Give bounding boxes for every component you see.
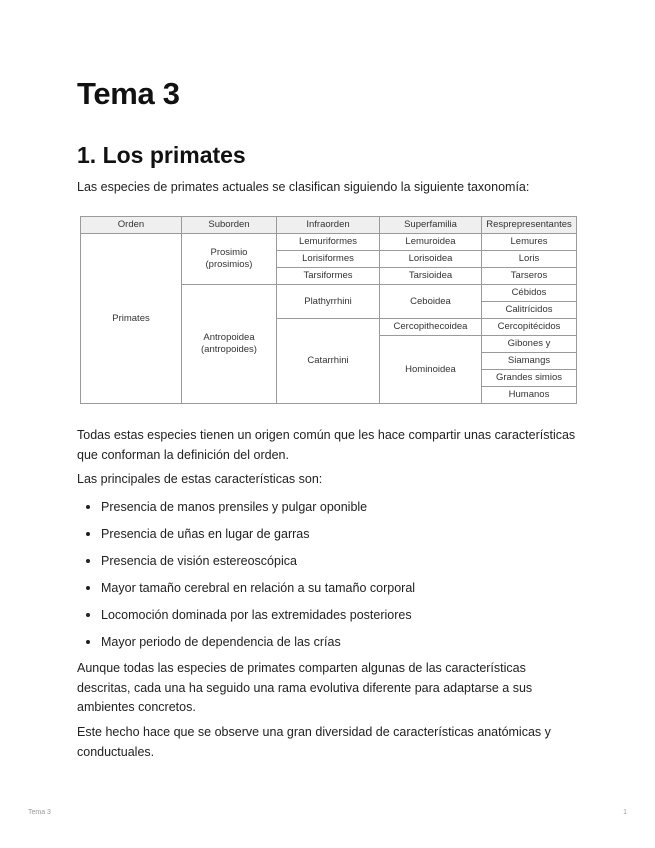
footer-label: Tema 3 <box>28 809 51 816</box>
cell-infra-lorisiformes: Lorisiformes <box>277 251 380 268</box>
cell-suborden-prosimios-line2: (prosimios) <box>205 259 253 270</box>
cell-super-tarsioidea: Tarsioidea <box>380 268 482 285</box>
cell-rep-grandes-simios: Grandes simios <box>482 370 577 387</box>
list-item: Mayor tamaño cerebral en relación a su tamaño corporal <box>77 578 415 605</box>
list-item: Presencia de uñas en lugar de garras <box>77 524 415 551</box>
list-item: Locomoción dominada por las extremidades posteriores <box>77 605 415 632</box>
cell-infra-catarrhini: Catarrhini <box>277 319 380 404</box>
cell-rep-gibones-line1: Gibones y <box>482 336 577 353</box>
paragraph-diversity: Este hecho hace que se observe una gran diversidad de características anatómicas y conductuales. <box>77 725 551 759</box>
taxonomy-table <box>80 216 577 404</box>
page-title: Tema 3 <box>77 76 180 111</box>
cell-rep-humanos: Humanos <box>482 387 577 404</box>
cell-rep-cebidos: Cébidos <box>482 285 577 302</box>
header-orden: Orden <box>81 217 182 234</box>
cell-rep-loris: Loris <box>482 251 577 268</box>
intro-paragraph: Las especies de primates actuales se clasifican siguiendo la siguiente taxonomía: <box>77 180 530 194</box>
cell-suborden-antropoidea-line1: Antropoidea <box>203 332 255 343</box>
cell-infra-platyrrhini: Plathyrrhini <box>277 285 380 319</box>
cell-super-cercopithecoidea: Cercopithecoidea <box>380 319 482 336</box>
cell-suborden-antropoidea <box>182 285 277 404</box>
section-heading: 1. Los primates <box>77 142 246 168</box>
cell-suborden-prosimios <box>182 234 277 285</box>
list-item: Presencia de manos prensiles y pulgar oponible <box>77 497 415 524</box>
taxonomy-table-wrapper <box>80 216 577 404</box>
cell-super-lemuroidea: Lemuroidea <box>380 234 482 251</box>
cell-rep-lemures: Lemures <box>482 234 577 251</box>
header-superfamilia: Superfamilia <box>380 217 482 234</box>
cell-super-lorisoidea: Lorisoidea <box>380 251 482 268</box>
cell-infra-tarsiformes: Tarsiformes <box>277 268 380 285</box>
cell-rep-tarseros: Tarseros <box>482 268 577 285</box>
cell-super-ceboidea: Ceboidea <box>380 285 482 319</box>
paragraph-main-traits: Las principales de estas características son: <box>77 472 323 486</box>
table-row <box>81 234 577 251</box>
cell-infra-lemuriformes: Lemuriformes <box>277 234 380 251</box>
list-item: Mayor periodo de dependencia de las crías <box>77 632 415 659</box>
cell-rep-cercopitecidos: Cercopitécidos <box>482 319 577 336</box>
header-suborden: Suborden <box>182 217 277 234</box>
cell-suborden-prosimios-line1: Prosimio <box>210 247 248 258</box>
cell-orden-primates: Primates <box>81 234 182 404</box>
table-header-row <box>81 217 577 234</box>
cell-suborden-antropoidea-line2: (antropoides) <box>201 344 257 355</box>
header-infraorden: Infraorden <box>277 217 380 234</box>
cell-rep-gibones-line2: Siamangs <box>482 353 577 370</box>
header-representantes: Resprepresentantes <box>482 217 577 234</box>
characteristics-list <box>77 497 415 659</box>
paragraph-common-origin: Todas estas especies tienen un origen común que les hace compartir unas características que conforman la definición del orden. <box>77 428 576 462</box>
paragraph-evolution: Aunque todas las especies de primates comparten algunas de las características descritas, cada una ha seguido una rama evolutiva diferente para adaptarse a sus ambientes concretos. <box>77 661 533 714</box>
list-item: Presencia de visión estereoscópica <box>77 551 415 578</box>
cell-rep-calitricidos: Calitrícidos <box>482 302 577 319</box>
footer-page-number: 1 <box>623 809 627 816</box>
cell-super-hominoidea: Hominoidea <box>380 336 482 404</box>
